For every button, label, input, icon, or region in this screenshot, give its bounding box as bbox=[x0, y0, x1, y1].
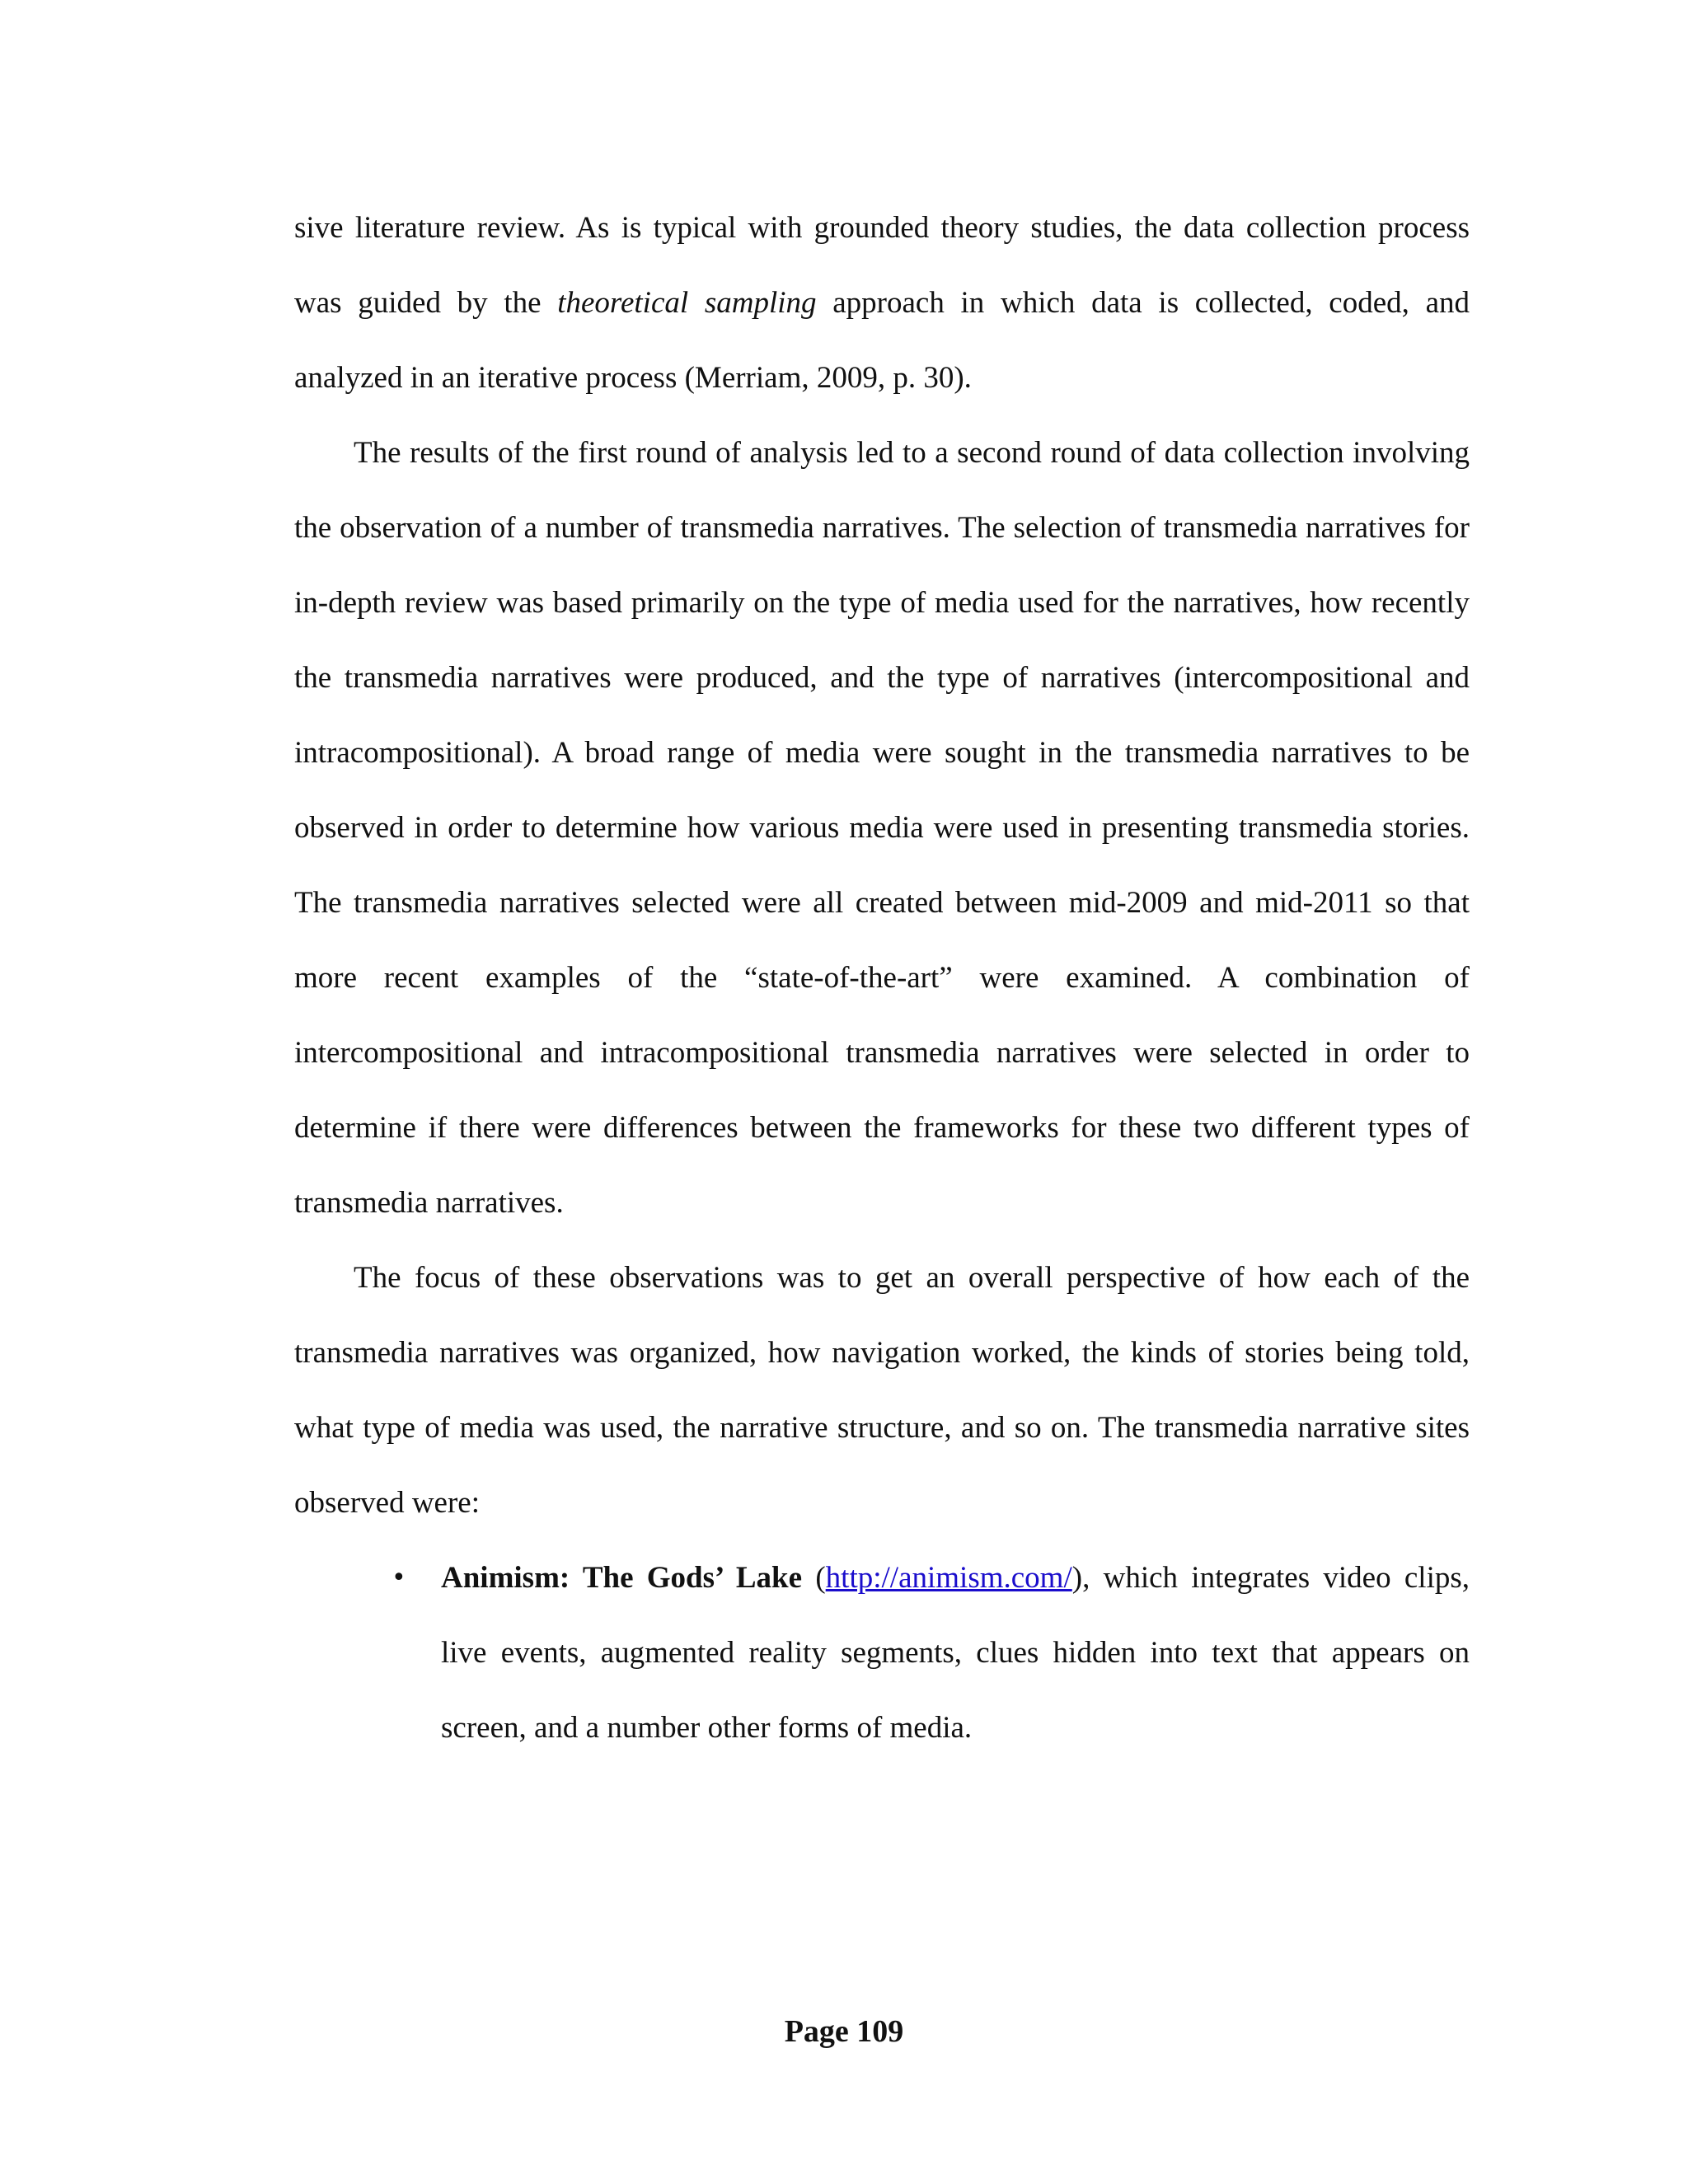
bullet-description: ), which integrates video clips, live events, augmented reality segments, clues hidden into text that appears on screen, and a number other forms of media. bbox=[441, 1561, 1470, 1745]
paragraph-1 bbox=[294, 190, 1470, 415]
paragraph-1-text-b: approach in which data is collected, coded, and analyzed in an iterative process (Merriam, 2009, p. 30). bbox=[294, 286, 1470, 395]
paragraph-1-text-a: sive literature review. As is typical with grounded theory studies, the data collection process was guided by the bbox=[294, 211, 1470, 320]
paragraph-3: The focus of these observations was to get an overall perspective of how each of the transmedia narratives was organized, how navigation worked, the kinds of stories being told, what type of media was used, the narrative structure, and so on. The transmedia narrative sites observed were: bbox=[294, 1261, 1470, 1520]
page-number: Page 109 bbox=[784, 2014, 904, 2049]
paragraph-2: The results of the first round of analysis led to a second round of data collection involving the observation of a number of transmedia narratives. The selection of transmedia narratives for in-depth review was based primarily on the type of media used for the narratives, how recently the transmedia narratives were produced, and the type of narratives (intercompositional and intracompositional). A broad range of media were sought in the transmedia narratives to be observed in order to determine how various media were used in presenting transmedia stories. The transmedia narratives selected were all created between mid-2009 and mid-2011 so that more recent examples of the “state-of-the-art” were examined. A combination of intercompositional and intracompositional transmedia narratives were selected in order to determine if there were differences between the frameworks for these two different types of transmedia narratives. bbox=[294, 436, 1470, 1220]
bullet-item-animism bbox=[392, 1540, 1470, 1765]
theoretical-sampling-term: theoretical sampling bbox=[557, 286, 817, 320]
bullet-title: Animism: The Gods’ Lake bbox=[441, 1561, 803, 1595]
bullet-icon: • bbox=[392, 1563, 406, 1592]
bullet-open-paren: ( bbox=[802, 1561, 826, 1595]
animism-link[interactable]: http://animism.com/ bbox=[825, 1561, 1072, 1595]
body-text bbox=[294, 190, 1470, 1765]
